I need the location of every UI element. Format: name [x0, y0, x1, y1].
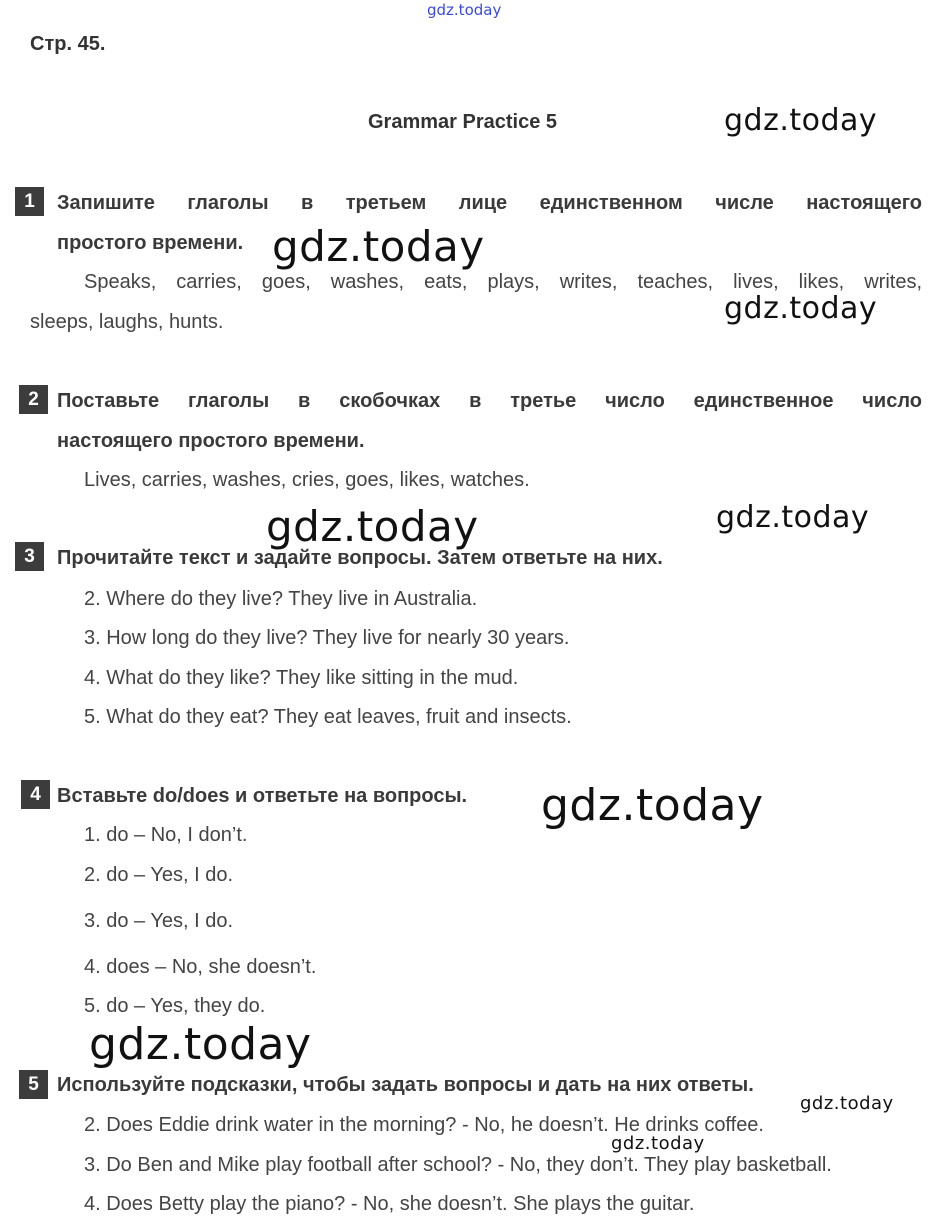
exercise-answer: Lives, carries, washes, cries, goes, likes, watches. — [84, 469, 530, 491]
watermark: gdz.today — [724, 103, 878, 138]
page-number: Стр. 45. — [30, 33, 106, 55]
exercise-answer: 4. What do they like? They like sitting in the mud. — [84, 667, 519, 689]
watermark-top: gdz.today — [427, 1, 502, 19]
exercise-heading: настоящего простого времени. — [57, 430, 365, 452]
exercise-number-badge: 3 — [15, 542, 44, 571]
exercise-answer: 3. do – Yes, I do. — [84, 910, 234, 932]
exercise-answer: 2. Where do they live? They live in Australia. — [84, 588, 478, 610]
page-title: Grammar Practice 5 — [368, 111, 558, 133]
exercise-answer: 5. What do they eat? They eat leaves, fruit and insects. — [84, 706, 572, 728]
watermark: gdz.today — [541, 780, 764, 831]
exercise-answer: 2. Does Eddie drink water in the morning? - No, he doesn’t. He drinks coffee. — [84, 1114, 764, 1136]
watermark: gdz.today — [800, 1093, 894, 1114]
watermark: gdz.today — [724, 291, 878, 326]
exercise-heading: Прочитайте текст и задайте вопросы. Затем ответьте на них. — [57, 547, 663, 569]
exercise-answer: 1. do – No, I don’t. — [84, 824, 248, 846]
watermark: gdz.today — [266, 502, 479, 551]
watermark: gdz.today — [716, 500, 870, 535]
exercise-heading: Используйте подсказки, чтобы задать вопросы и дать на них ответы. — [57, 1074, 754, 1096]
exercise-number-badge: 1 — [15, 187, 44, 216]
exercise-answer: Speaks, carries, goes, washes, eats, plays, writes, teaches, lives, likes, writes, — [84, 271, 922, 293]
exercise-answer: 3. Do Ben and Mike play football after school? - No, they don’t. They play basketball. — [84, 1154, 832, 1176]
exercise-answer: sleeps, laughs, hunts. — [30, 311, 224, 333]
exercise-heading: Поставьте глаголы в скобочках в третье число единственное число — [57, 390, 922, 412]
watermark: gdz.today — [611, 1133, 705, 1154]
exercise-heading: простого времени. — [57, 232, 244, 254]
watermark: gdz.today — [89, 1019, 312, 1070]
exercise-number-badge: 4 — [21, 780, 50, 809]
exercise-heading: Запишите глаголы в третьем лице единственном числе настоящего — [57, 192, 922, 214]
exercise-number-badge: 2 — [19, 385, 48, 414]
exercise-number-badge: 5 — [19, 1070, 48, 1099]
watermark: gdz.today — [272, 222, 485, 271]
exercise-answer: 2. do – Yes, I do. — [84, 864, 234, 886]
exercise-answer: 3. How long do they live? They live for nearly 30 years. — [84, 627, 570, 649]
exercise-answer: 4. Does Betty play the piano? - No, she doesn’t. She plays the guitar. — [84, 1193, 695, 1215]
exercise-heading: Вставьте do/does и ответьте на вопросы. — [57, 785, 468, 807]
exercise-answer: 4. does – No, she doesn’t. — [84, 956, 317, 978]
exercise-answer: 5. do – Yes, they do. — [84, 995, 266, 1017]
